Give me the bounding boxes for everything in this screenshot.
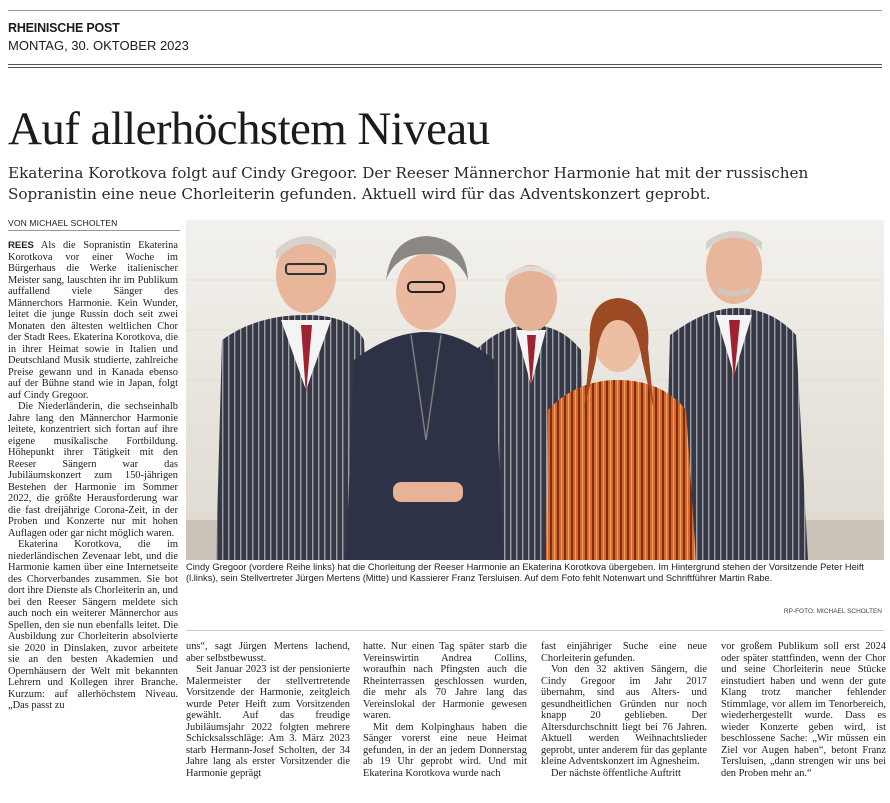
article-paragraph: Mit dem Kolpinghaus haben die Sänger vorerst eine neue Heimat gefunden, in der an jedem Donnerstag ab 19 Uhr geprobt wird. Und mit Ekaterina Korotkova wurde nach	[363, 721, 527, 779]
teaser: Ekaterina Korotkova folgt auf Cindy Gregoor. Der Reeser Männerchor Harmonie hat mit der russischen Sopranistin eine neue Chorleiterin gefunden. Aktuell wird für das Adventskonzert geprobt.	[8, 164, 809, 203]
photo-credit: RP-FOTO: MICHAEL SCHOLTEN	[783, 608, 882, 615]
masthead-rule	[8, 64, 882, 65]
article-paragraph: vor großem Publikum soll erst 2024 oder später stattfinden, wenn der Chor und seine Chorleiterin neue Stücke einstudiert haben und wenn der gute Klang trotz mancher fehlender Stimmlage, vor allem im Tenorbereich, wiederhergestellt wurde. Dass es wieder Konzerte geben wird, ist beschlossene Sache: „Wir müssen ein Ziel vor Augen haben“, betont Franz Tersluisen, „dann strengen wir uns bei den Proben mehr an.“	[721, 641, 886, 779]
article-paragraph: fast einjähriger Suche eine neue Chorleiterin gefunden.	[541, 641, 707, 664]
article-column-3	[363, 641, 527, 803]
article-column-1	[8, 240, 178, 802]
article-paragraph: uns“, sagt Jürgen Mertens lachend, aber selbstbewusst.	[186, 641, 350, 664]
chorus-group-photo	[186, 220, 884, 560]
article-photo	[186, 220, 884, 560]
article-paragraph: REES Als die Sopranistin Ekaterina Korotkova vor einer Woche im Bürgerhaus die Werke italienischer Meister sang, lauschten ihr im Publikum auffallend viele Sänger des Männerchors Harmonie. Kein Wunder, leitet die junge Russin doch seit zwei Monaten den ältesten weltlichen Chor der Stadt Rees. Ekaterina Korotkova, die in ihrer Heimat sowie in Italien und Deutschland Musik studierte, zahlreiche Preise gewann und in Kanada ebenso auf der Bühne stand wie in Japan, folgt auf Cindy Gregoor.	[8, 240, 178, 401]
dateline: MONTAG, 30. OKTOBER 2023	[8, 38, 189, 53]
article-paragraph: Von den 32 aktiven Sängern, die Cindy Gregoor im Jahr 2017 übernahm, sind aus Alters- und gesundheitlichen Gründen nur noch knapp 20 geblieben. Der Altersdurchschnitt liegt bei 76 Jahren. Aktuell werden Weihnachtslieder geprobt, unter anderem für das geplante kleine Adventskonzert im Agnesheim.	[541, 664, 707, 767]
caption-rule	[186, 630, 884, 631]
article-column-4	[541, 641, 707, 803]
top-rule	[8, 10, 882, 11]
article-paragraph: hatte. Nur einen Tag später starb die Vereinswirtin Andrea Collins, woraufhin nach Pfingsten auch die Rheinterrassen geschlossen wurden, die mehr als 70 Jahre lang das Vereinslokal der Harmonie gewesen waren.	[363, 641, 527, 721]
photo-caption: Cindy Gregoor (vordere Reihe links) hat die Chorleitung der Reeser Harmonie an Ekaterina Korotkova übergeben. Im Hintergrund stehen der Vorsitzende Peter Heift (l.links), sein Stellvertreter Jürgen Mertens (Mitte) und Kassierer Franz Tersluisen. Auf dem Foto fehlt Notenwart und Schriftführer Martin Rabe.	[186, 562, 864, 584]
article-column-2	[186, 641, 350, 803]
headline: Auf allerhöchstem Niveau	[8, 103, 490, 155]
article-paragraph: Die Niederländerin, die sechseinhalb Jahre lang den Männerchor Harmonie leitete, konzentriert sich fortan auf ihre eigene musikalische Fortbildung. Höhepunkt ihrer Tätigkeit mit den Reeser Sängern war das Jubiläumskonzert zum 150-jährigen Bestehen der Harmonie im Sommer 2022, die größte Herausforderung war die fast dreijährige Corona-Zeit, in der Proben und Konzerte nur mit hohen Auflagen oder gar nicht möglich waren.	[8, 401, 178, 539]
masthead: RHEINISCHE POST	[8, 21, 120, 35]
byline: VON MICHAEL SCHOLTEN	[8, 218, 118, 228]
article-column-5	[721, 641, 886, 803]
article-paragraph: Der nächste öffentliche Auftritt	[551, 767, 681, 779]
location-tag: REES	[8, 240, 34, 251]
masthead-rule-double	[8, 67, 882, 68]
byline-rule	[8, 230, 180, 231]
article-paragraph: Seit Januar 2023 ist der pensionierte Malermeister der stellvertretende Vorsitzende der Harmonie, zeitgleich wurde Peter Heift zum Vorsitzenden gewählt. Auf das freudige Jubiläumsjahr 2022 folgten mehrere Schicksalsschläge: Am 3. März 2023 starb Hermann-Josef Scholten, der 34 Jahre lang als erster Vorsitzender die Harmonie geprägt	[186, 664, 350, 779]
article-paragraph: Ekaterina Korotkova, die im niederländischen Zevenaar lebt, und die Harmonie kamen über eine Internetseite des Chorverbandes zusammen. Sie bot dort ihre Dienste als Chorleiterin an, und bei den Reeser Sängern meldete sich auch noch ein weiterer Männerchor aus Spellen, den sie nun ebenfalls leitet. Die Ausbildung zur Chorleiterin absolvierte sie 2020 in Dinslaken, zuvor arbeitete sie an den besten Akademien und Opernhäusern der Welt mit bekannten Lehrern und Kollegen ihrer Branche. Kurzum: auf allerhöchstem Niveau. „Das passt zu	[8, 539, 178, 711]
